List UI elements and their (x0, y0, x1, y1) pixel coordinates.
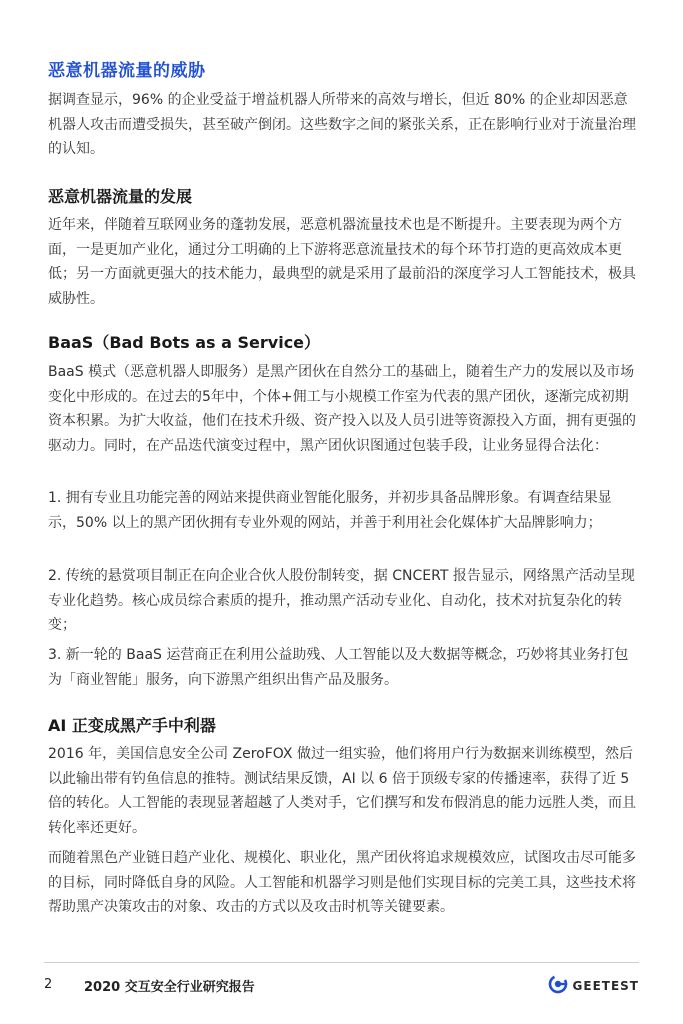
baas-list-item-2: 2. 传统的悬赏项目制正在向企业合伙人股份制转变，据 CNCERT 报告显示，网络黑产活动呈现专业化趋势。核心成员综合素质的提升，推动黑产活动专业化、自动化，技术对抗复杂化的转变； (48, 568, 635, 633)
report-title: 2020 交互安全行业研究报告 (84, 980, 255, 995)
brand-logo (548, 974, 639, 998)
baas-list-item-1: 1. 拥有专业且功能完善的网站来提供商业智能化服务，并初步具备品牌形象。有调查结果显示，50% 以上的黑产团伙拥有专业外观的网站，并善于利用社会化媒体扩大品牌影响力； (48, 490, 612, 531)
development-heading: 恶意机器流量的发展 (48, 187, 193, 206)
baas-paragraph: BaaS 模式（恶意机器人即服务）是黑产团伙在自然分工的基础上，随着生产力的发展以及市场变化中形成的。在过去的5年中，个体+佣工与小规模工作室为代表的黑产团伙，逐渐完成初期资本积累。为扩大收益，他们在技术升级、资产投入以及人员引进等资源投入方面，拥有更强的驱动力。同时，在产品迭代演变过程中，黑产团伙识图通过包装手段，让业务显得合法化： (48, 364, 636, 454)
development-paragraph: 近年来，伴随着互联网业务的蓬勃发展，恶意机器流量技术也是不断提升。主要表现为两个方面，一是更加产业化，通过分工明确的上下游将恶意流量技术的每个环节打造的更高效成本更低；另一方面就更强大的技术能力，最典型的就是采用了最前沿的深度学习人工智能技术，极具威胁性。 (48, 217, 636, 307)
section-title: 恶意机器流量的威胁 (48, 61, 206, 81)
ai-paragraph-2: 而随着黑色产业链日趋产业化、规模化、职业化，黑产团伙将追求规模效应，试图攻击尽可能多的目标，同时降低自身的风险。人工智能和机器学习则是他们实现目标的完美工具，这些技术将帮助黑产决策攻击的对象、攻击的方式以及攻击时机等关键要素。 (48, 850, 636, 915)
baas-heading: BaaS（Bad Bots as a Service） (48, 333, 321, 352)
geetest-logo-icon (548, 974, 568, 998)
ai-paragraph-1: 2016 年，美国信息安全公司 ZeroFOX 做过一组实验，他们将用户行为数据来训练模型，然后以此输出带有钓鱼信息的推特。测试结果反馈，AI 以 6 倍于顶级专家的传播速率，获得了近 5 倍的转化。人工智能的表现显著超越了人类对手，它们撰写和发布假消息的能力远胜人类，而且转化率还更好。 (48, 746, 636, 836)
intro-paragraph: 据调查显示，96% 的企业受益于增益机器人所带来的高效与增长，但近 80% 的企业却因恶意机器人攻击而遭受损失，甚至破产倒闭。这些数字之间的紧张关系，正在影响行业对于流量治理的认知。 (48, 92, 636, 157)
baas-list-item-3: 3. 新一轮的 BaaS 运营商正在利用公益助残、人工智能以及大数据等概念，巧妙将其业务打包为「商业智能」服务，向下游黑产组织出售产品及服务。 (48, 647, 629, 688)
ai-heading: AI 正变成黑产手中利器 (48, 716, 216, 735)
footer-divider (44, 962, 639, 963)
brand-name: GEETEST (572, 979, 639, 993)
page-number: 2 (44, 977, 53, 992)
